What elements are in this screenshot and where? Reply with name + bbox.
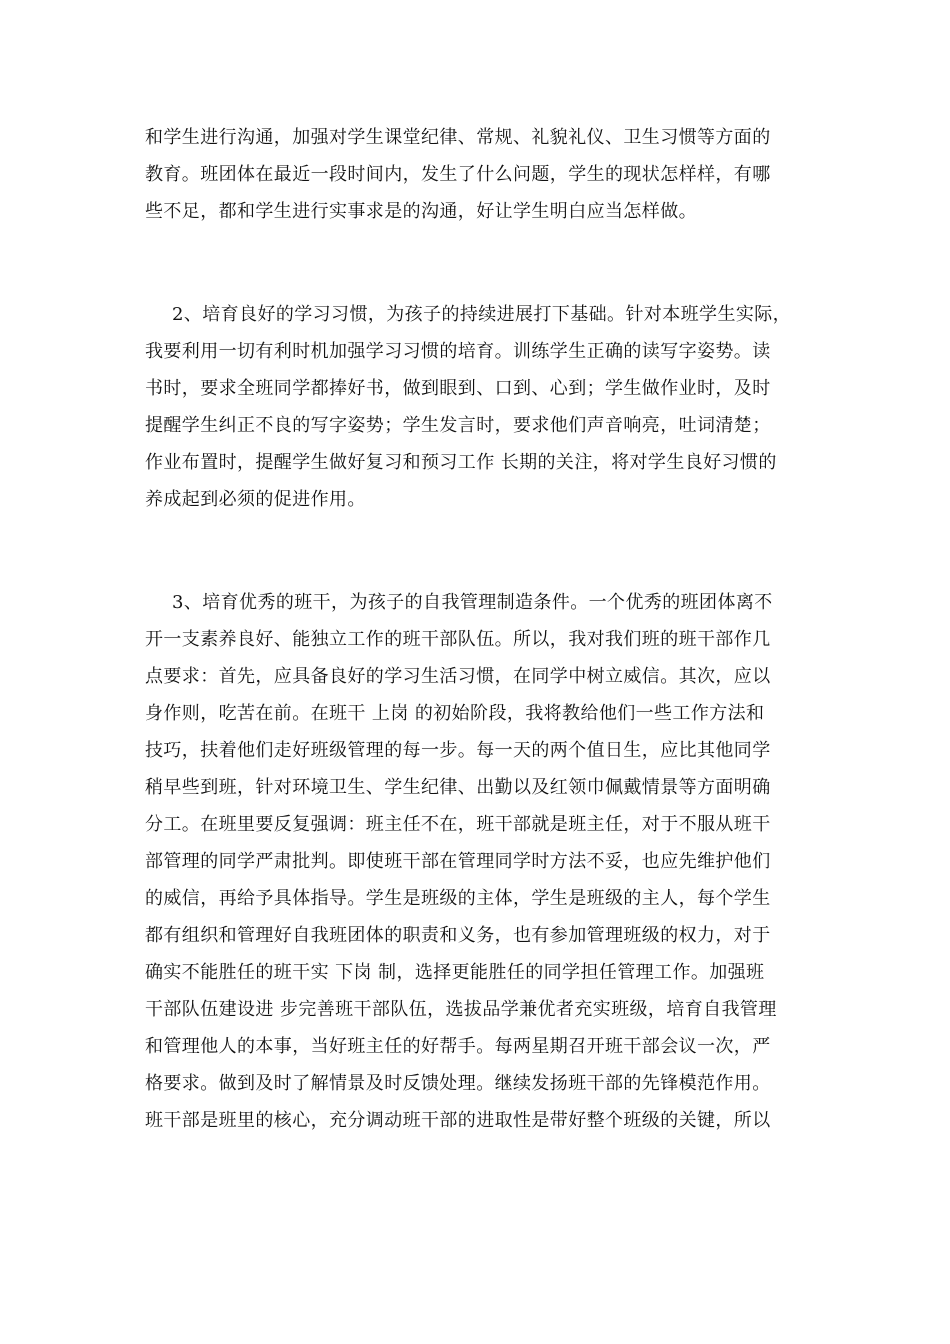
paragraph-2-line-5: 作业布置时，提醒学生做好复习和预习工作 长期的关注，将对学生良好习惯的 bbox=[145, 452, 777, 473]
paragraph-2-line-2: 我要利用一切有利时机加强学习习惯的培育。训练学生正确的读写字姿势。读 bbox=[145, 341, 771, 362]
paragraph-3-line-10: 都有组织和管理好自我班团体的职责和义务，也有参加管理班级的权力，对于 bbox=[145, 925, 771, 946]
paragraph-3-line-6: 稍早些到班，针对环境卫生、学生纪律、出勤以及红领巾佩戴情景等方面明确 bbox=[145, 777, 771, 798]
paragraph-3-line-2: 开一支素养良好、能独立工作的班干部队伍。所以，我对我们班的班干部作几 bbox=[145, 629, 771, 650]
paragraph-3-line-12: 干部队伍建设进 步完善班干部队伍，选拔品学兼优者充实班级，培育自我管理 bbox=[145, 999, 777, 1020]
paragraph-3-line-13: 和管理他人的本事，当好班主任的好帮手。每两星期召开班干部会议一次，严 bbox=[145, 1036, 771, 1057]
paragraph-3-line-15: 班干部是班里的核心，充分调动班干部的进取性是带好整个班级的关键，所以 bbox=[145, 1110, 771, 1131]
paragraph-3-line-5: 技巧，扶着他们走好班级管理的每一步。每一天的两个值日生，应比其他同学 bbox=[145, 740, 771, 761]
paragraph-2-line-4: 提醒学生纠正不良的写字姿势；学生发言时，要求他们声音响亮，吐词清楚； bbox=[145, 415, 771, 436]
paragraph-3-line-7: 分工。在班里要反复强调：班主任不在，班干部就是班主任，对于不服从班干 bbox=[145, 814, 771, 835]
paragraph-3-line-1: 3、培育优秀的班干，为孩子的自我管理制造条件。一个优秀的班团体离不 bbox=[172, 592, 773, 613]
paragraph-3-line-4: 身作则，吃苦在前。在班干 上岗 的初始阶段，我将教给他们一些工作方法和 bbox=[145, 703, 765, 724]
paragraph-2-line-6: 养成起到必须的促进作用。 bbox=[145, 489, 366, 510]
paragraph-3-line-11: 确实不能胜任的班干实 下岗 制，选择更能胜任的同学担任管理工作。加强班 bbox=[145, 962, 765, 983]
paragraph-1-line-1: 和学生进行沟通，加强对学生课堂纪律、常规、礼貌礼仪、卫生习惯等方面的 bbox=[145, 127, 771, 148]
paragraph-2-line-3: 书时，要求全班同学都捧好书，做到眼到、口到、心到；学生做作业时，及时 bbox=[145, 378, 771, 399]
paragraph-3-line-8: 部管理的同学严肃批判。即使班干部在管理同学时方法不妥，也应先维护他们 bbox=[145, 851, 771, 872]
paragraph-3-line-14: 格要求。做到及时了解情景及时反馈处理。继续发扬班干部的先锋模范作用。 bbox=[145, 1073, 771, 1094]
paragraph-2-line-1: 2、培育良好的学习习惯，为孩子的持续进展打下基础。针对本班学生实际， bbox=[172, 304, 792, 325]
paragraph-1-line-2: 教育。班团体在最近一段时间内，发生了什么问题，学生的现状怎样样，有哪 bbox=[145, 164, 771, 185]
paragraph-1-line-3: 些不足，都和学生进行实事求是的沟通，好让学生明白应当怎样做。 bbox=[145, 201, 697, 222]
paragraph-3-line-9: 的威信，再给予具体指导。学生是班级的主体，学生是班级的主人，每个学生 bbox=[145, 888, 771, 909]
paragraph-3-line-3: 点要求：首先，应具备良好的学习生活习惯，在同学中树立威信。其次，应以 bbox=[145, 666, 771, 687]
